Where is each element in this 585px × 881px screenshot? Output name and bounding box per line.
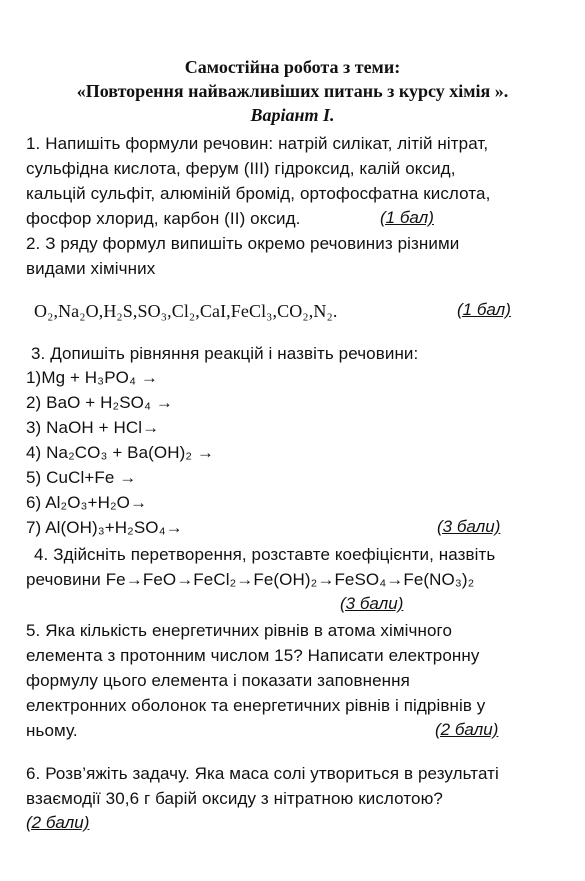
- task2-line-2: видами хімічних: [26, 259, 156, 278]
- task1-line-2: сульфідна кислота, ферум (ІІІ) гідроксид, калій оксид,: [26, 159, 456, 178]
- task5-line-5: ньому.: [26, 721, 78, 740]
- task3-equation-3: 3) NaOH + HCl→: [26, 418, 160, 437]
- worksheet-topic: «Повторення найважливіших питань з курсу хімія ».: [76, 81, 509, 101]
- task1-score: (1 бал): [380, 208, 434, 227]
- task5-line-2: елемента з протонним числом 15? Написати електронну: [26, 646, 480, 665]
- worksheet-title: Самостійна робота з теми:: [184, 57, 401, 77]
- task5-score: (2 бали): [435, 720, 499, 739]
- task1-line-3: кальцій сульфіт, алюміній бромід, ортофосфатна кислота,: [26, 184, 491, 203]
- task6-line-2: взаємодії 30,6 г барій оксиду з нітратною кислотою?: [26, 789, 443, 808]
- task2-formulas: O₂,Na₂O,H₂S,SO₃,Cl₂,CaI,FeCl₃,CO₂,N₂.: [34, 301, 338, 321]
- task3-title: 3. Допишіть рівняння реакцій і назвіть речовини:: [31, 344, 419, 363]
- task5-line-3: формулу цього елемента і показати заповнення: [26, 671, 410, 690]
- task3-equation-5: 5) CuCl+Fe →: [26, 468, 137, 487]
- task4-score: (3 бали): [340, 594, 404, 613]
- task3-score: (3 бали): [437, 517, 501, 536]
- task3-equation-2: 2) BaO + H₂SO₄ →: [26, 393, 173, 412]
- task4-line-2: речовини Fe→FeO→FeCl₂→Fe(OH)₂→FeSO₄→Fe(NO₃)₂: [26, 570, 475, 589]
- task1-line-4: фосфор хлорид, карбон (ІІ) оксид.: [26, 209, 301, 228]
- task3-equation-1: 1)Mg + H₃PO₄ →: [26, 368, 158, 387]
- task4-line-1: 4. Здійсніть перетворення, розставте коефіцієнти, назвіть: [34, 545, 496, 564]
- task6-score: (2 бали): [26, 813, 90, 832]
- task1-line-1: 1. Напишіть формули речовин: натрій силікат, літій нітрат,: [26, 134, 489, 153]
- task2-line-1: 2. З ряду формул випишіть окремо речовиниз різними: [26, 234, 460, 253]
- task6-line-1: 6. Розв’яжіть задачу. Яка маса солі утвориться в результаті: [26, 764, 499, 783]
- task3-equation-4: 4) Na₂CO₃ + Ba(OH)₂ →: [26, 443, 215, 462]
- task3-equation-6: 6) Al₂O₃+H₂O→: [26, 493, 148, 512]
- variant-label: Варіант І.: [250, 105, 335, 125]
- task2-score: (1 бал): [457, 300, 511, 319]
- task5-line-1: 5. Яка кількість енергетичних рівнів в атома хімічного: [26, 621, 453, 640]
- task3-equation-7: 7) Al(OH)₃+H₂SO₄→: [26, 518, 183, 537]
- task5-line-4: електронних оболонок та енергетичних рівнів і підрівнів у: [26, 696, 486, 715]
